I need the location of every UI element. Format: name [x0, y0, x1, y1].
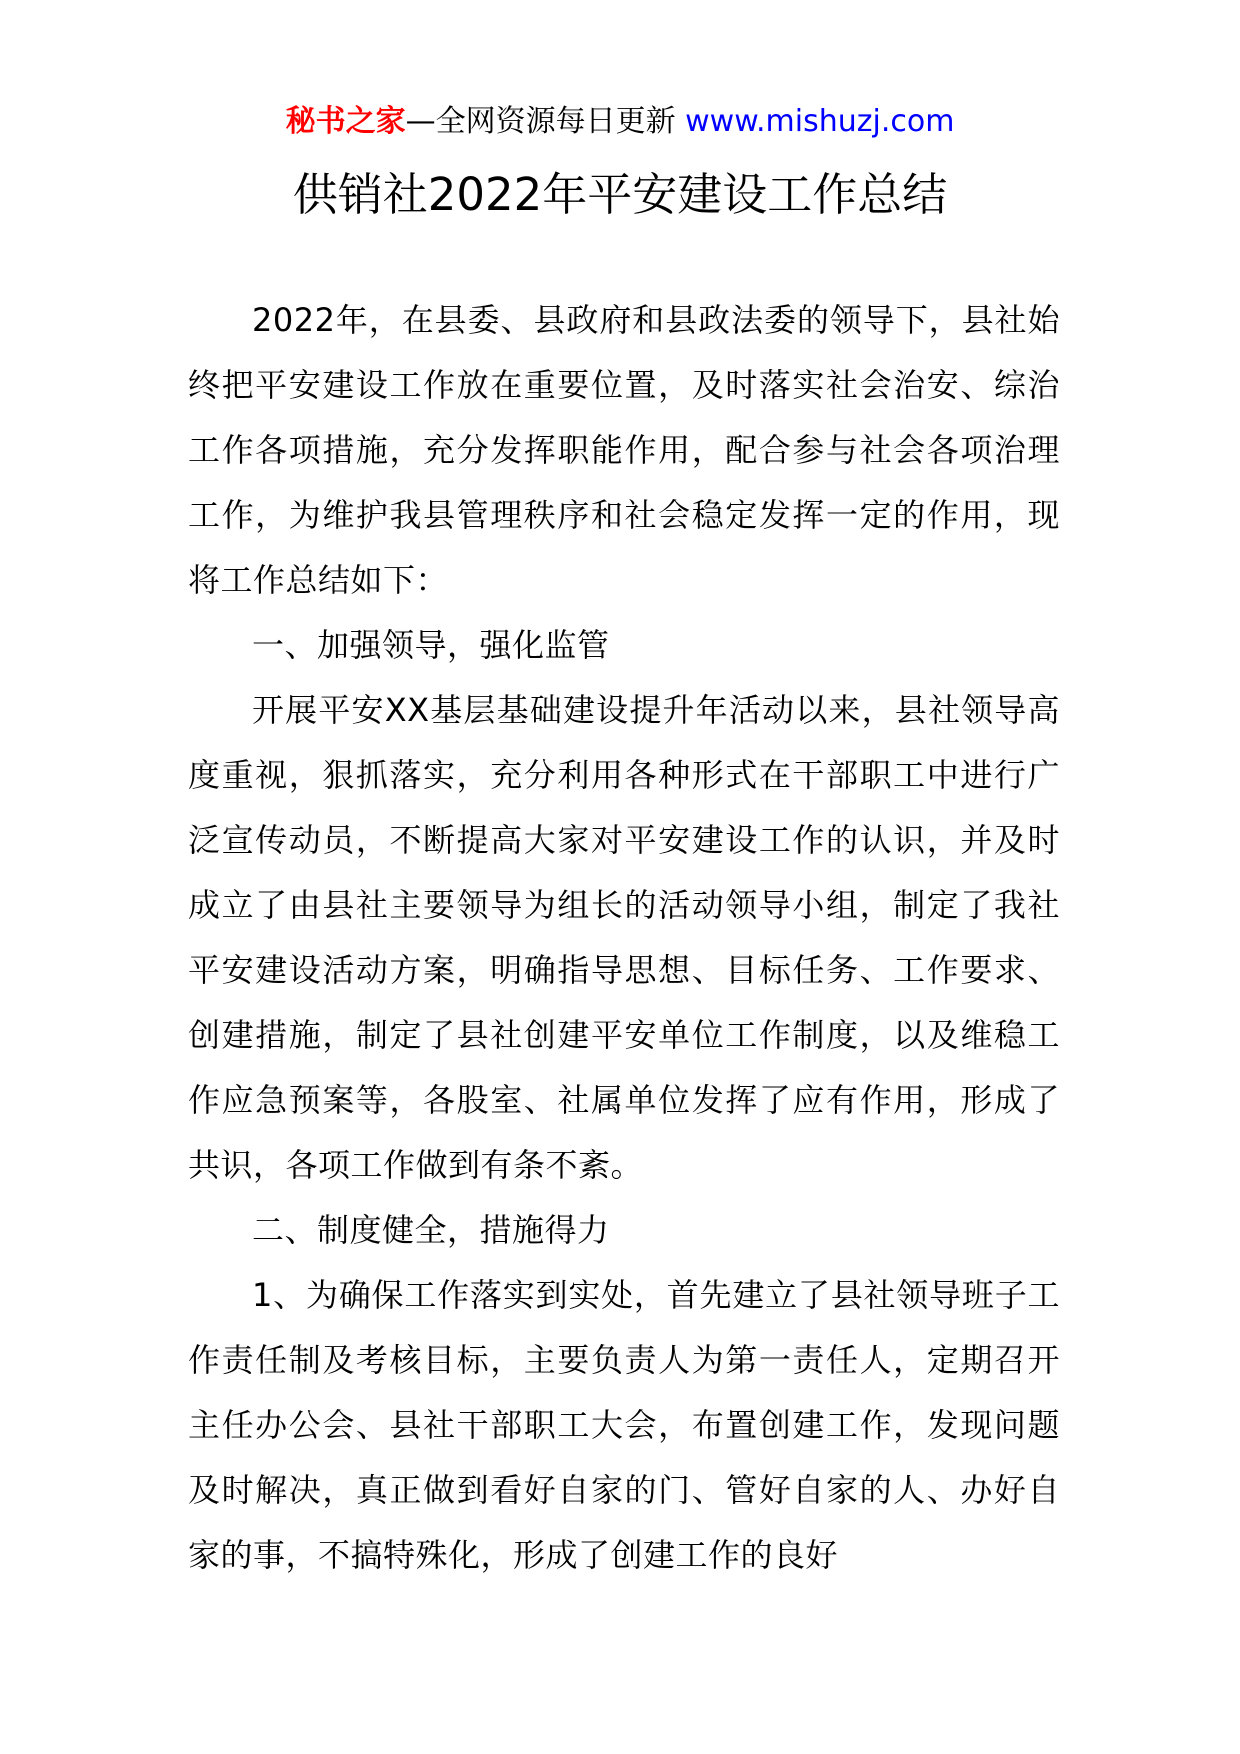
section-1-paragraph: 开展平安XX基层基础建设提升年活动以来，县社领导高度重视，狠抓落实，充分利用各种形式在干部职工中进行广泛宣传动员，不断提高大家对平安建设工作的认识，并及时成立了由县社主要领导为组长的活动领导小组，制定了我社平安建设活动方案，明确指导思想、目标任务、工作要求、创建措施，制定了县社创建平安单位工作制度，以及维稳工作应急预案等，各股室、社属单位发挥了应有作用，形成了共识，各项工作做到有条不紊。: [188, 691, 1060, 1184]
site-brand: 秘书之家: [285, 104, 406, 139]
intro-paragraph: 2022年，在县委、县政府和县政法委的领导下，县社始终把平安建设工作放在重要位置，及时落实社会治安、综治工作各项措施，充分发挥职能作用，配合参与社会各项治理工作，为维护我县管理秩序和社会稳定发挥一定的作用，现将工作总结如下：: [188, 301, 1060, 599]
site-url-link[interactable]: www.mishuzj.com: [685, 104, 955, 139]
section-heading-1: 一、加强领导，强化监管: [252, 626, 610, 664]
section-2-paragraph: 1、为确保工作落实到实处，首先建立了县社领导班子工作责任制及考核目标，主要负责人为第一责任人，定期召开主任办公会、县社干部职工大会，布置创建工作，发现问题及时解决，真正做到看好自家的门、管好自家的人、办好自家的事，不搞特殊化，形成了创建工作的良好: [188, 1276, 1060, 1574]
section-heading-2: 二、制度健全，措施得力: [252, 1211, 610, 1249]
site-tagline: —全网资源每日更新: [405, 104, 676, 139]
document-body: [188, 288, 1060, 1588]
site-header: [0, 100, 1240, 144]
document-title: 供销社2022年平安建设工作总结: [292, 168, 948, 221]
